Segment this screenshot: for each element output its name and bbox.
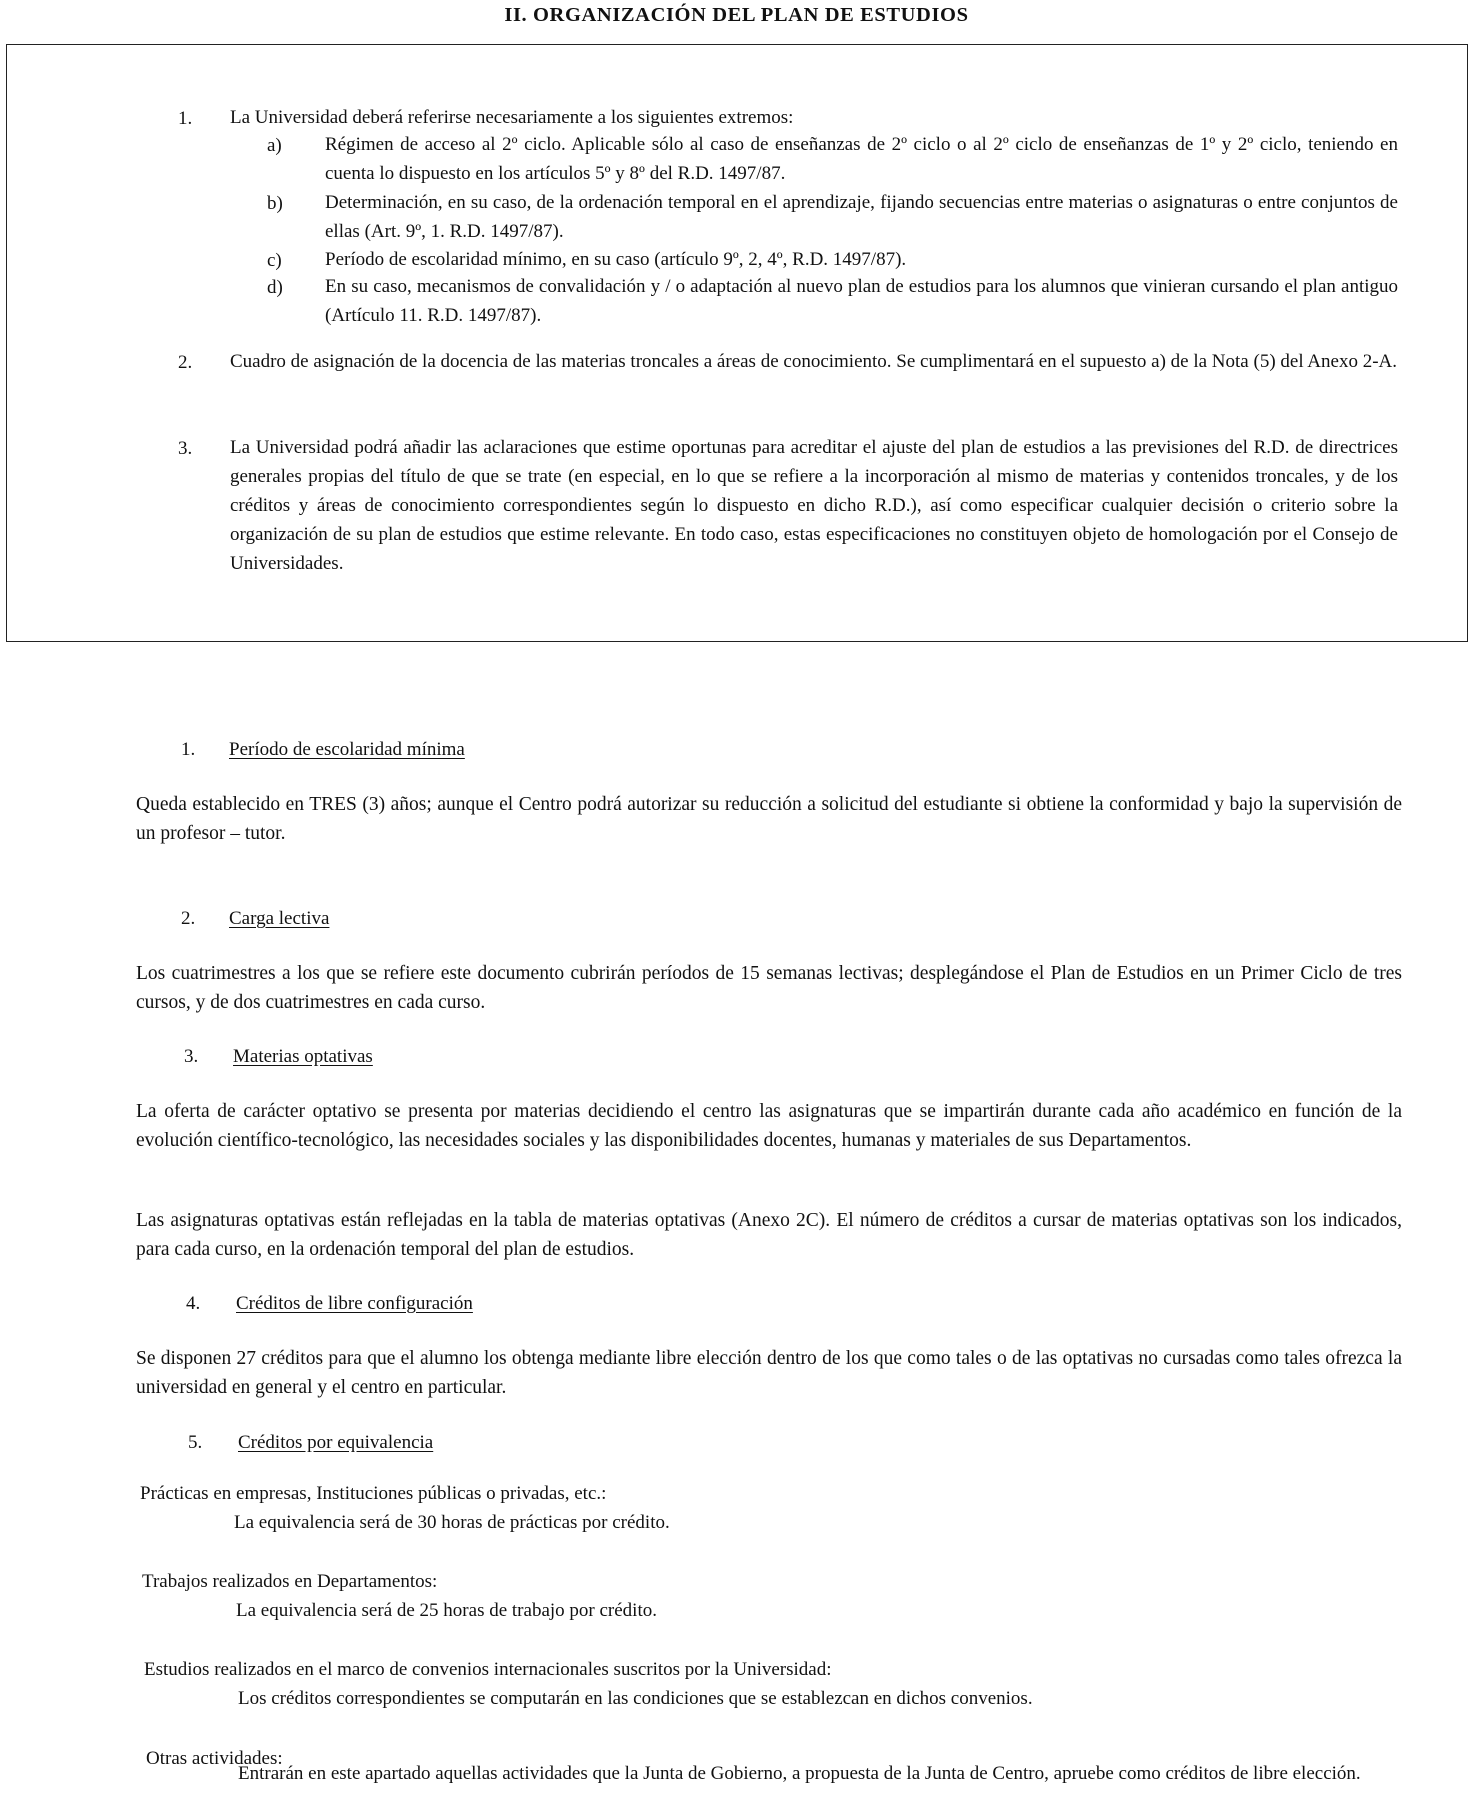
paragraph: La oferta de carácter optativo se presenta por materias decidiendo el centro las asignaturas que se impartirán durante cada año académico en función de la evolución científico-tecnológico, las necesidades sociales y las disponibilidades docentes, humanas y materiales de sus Departamentos. (136, 1101, 1402, 1151)
equivalence-detail: Entrarán en este apartado aquellas actividades que la Junta de Gobierno, a propuesta de la Junta de Centro, apruebe como créditos de libre elección. (238, 1763, 1361, 1784)
box-subitem-text: Período de escolaridad mínimo, en su caso (artículo 9º, 2, 4º, R.D. 1497/87). (325, 249, 907, 270)
section-title: Materias optativas (233, 1046, 373, 1067)
section-title: Créditos de libre configuración (236, 1293, 473, 1314)
box-subitem-letter: c) (267, 250, 282, 271)
section-number: 4. (186, 1293, 201, 1314)
box-subitem-text: En su caso, mecanismos de convalidación y / o adaptación al nuevo plan de estudios para los alumnos que vinieran cursando el plan antiguo (Artículo 11. R.D. 1497/87). (325, 276, 1398, 326)
section-number: 3. (184, 1046, 199, 1067)
section-number: 1. (181, 739, 196, 760)
section-title: Período de escolaridad mínima (229, 739, 465, 760)
equivalence-label: Prácticas en empresas, Instituciones públicas o privadas, etc.: (140, 1483, 607, 1504)
box-item-text: La Universidad podrá añadir las aclaraciones que estime oportunas para acreditar el ajuste del plan de estudios a las previsiones del R.D. de directrices generales propias del título de que se trate (en especial, en lo que se refiere a la incorporación al mismo de materias y contenidos troncales, y de los créditos y áreas de conocimiento correspondientes según lo dispuesto en dicho R.D.), así como especificar cualquier decisión o criterio sobre la organización de su plan de estudios que estime relevante. En todo caso, estas especificaciones no constituyen objeto de homologación por el Consejo de Universidades. (230, 437, 1398, 574)
instructions-box (6, 44, 1468, 642)
box-subitem-letter: d) (267, 277, 283, 298)
box-item-number: 3. (178, 438, 193, 459)
box-subitem-letter: a) (267, 135, 282, 156)
equivalence-detail: La equivalencia será de 30 horas de prácticas por crédito. (234, 1512, 670, 1533)
equivalence-label: Estudios realizados en el marco de convenios internacionales suscritos por la Universidad: (144, 1659, 832, 1680)
paragraph: Queda establecido en TRES (3) años; aunque el Centro podrá autorizar su reducción a solicitud del estudiante si obtiene la conformidad y bajo la supervisión de un profesor – tutor. (136, 794, 1402, 844)
paragraph: Se disponen 27 créditos para que el alumno los obtenga mediante libre elección dentro de los que como tales o de las optativas no cursadas como tales ofrezca la universidad en general y el centro en particular. (136, 1348, 1402, 1398)
section-title: Carga lectiva (229, 908, 330, 929)
box-subitem-text: Régimen de acceso al 2º ciclo. Aplicable sólo al caso de enseñanzas de 2º ciclo o al 2º ciclo de enseñanzas de 1º y 2º ciclo, teniendo en cuenta lo dispuesto en los artículos 5º y 8º del R.D. 1497/87. (325, 134, 1398, 184)
equivalence-label: Otras actividades: (146, 1748, 283, 1769)
box-item-number: 2. (178, 352, 193, 373)
box-item-text: La Universidad deberá referirse necesariamente a los siguientes extremos: (230, 107, 794, 128)
box-subitem-letter: b) (267, 193, 283, 214)
equivalence-detail: La equivalencia será de 25 horas de trabajo por crédito. (236, 1600, 657, 1621)
paragraph: Los cuatrimestres a los que se refiere este documento cubrirán períodos de 15 semanas lectivas; desplegándose el Plan de Estudios en un Primer Ciclo de tres cursos, y de dos cuatrimestres en cada curso. (136, 963, 1402, 1013)
paragraph: Las asignaturas optativas están reflejadas en la tabla de materias optativas (Anexo 2C). El número de créditos a cursar de materias optativas son los indicados, para cada curso, en la ordenación temporal del plan de estudios. (136, 1210, 1402, 1260)
section-number: 2. (181, 908, 196, 929)
equivalence-detail: Los créditos correspondientes se computarán en las condiciones que se establezcan en dichos convenios. (238, 1688, 1033, 1709)
box-item-text: Cuadro de asignación de la docencia de las materias troncales a áreas de conocimiento. Se cumplimentará en el supuesto a) de la Nota (5) del Anexo 2-A. (230, 351, 1398, 372)
section-title: Créditos por equivalencia (238, 1432, 434, 1453)
equivalence-label: Trabajos realizados en Departamentos: (142, 1571, 438, 1592)
box-subitem-text: Determinación, en su caso, de la ordenación temporal en el aprendizaje, fijando secuencias entre materias o asignaturas o entre conjuntos de ellas (Art. 9º, 1. R.D. 1497/87). (325, 192, 1398, 242)
box-item-number: 1. (178, 108, 193, 129)
section-number: 5. (188, 1432, 203, 1453)
page-title: II. ORGANIZACIÓN DEL PLAN DE ESTUDIOS (504, 4, 969, 26)
